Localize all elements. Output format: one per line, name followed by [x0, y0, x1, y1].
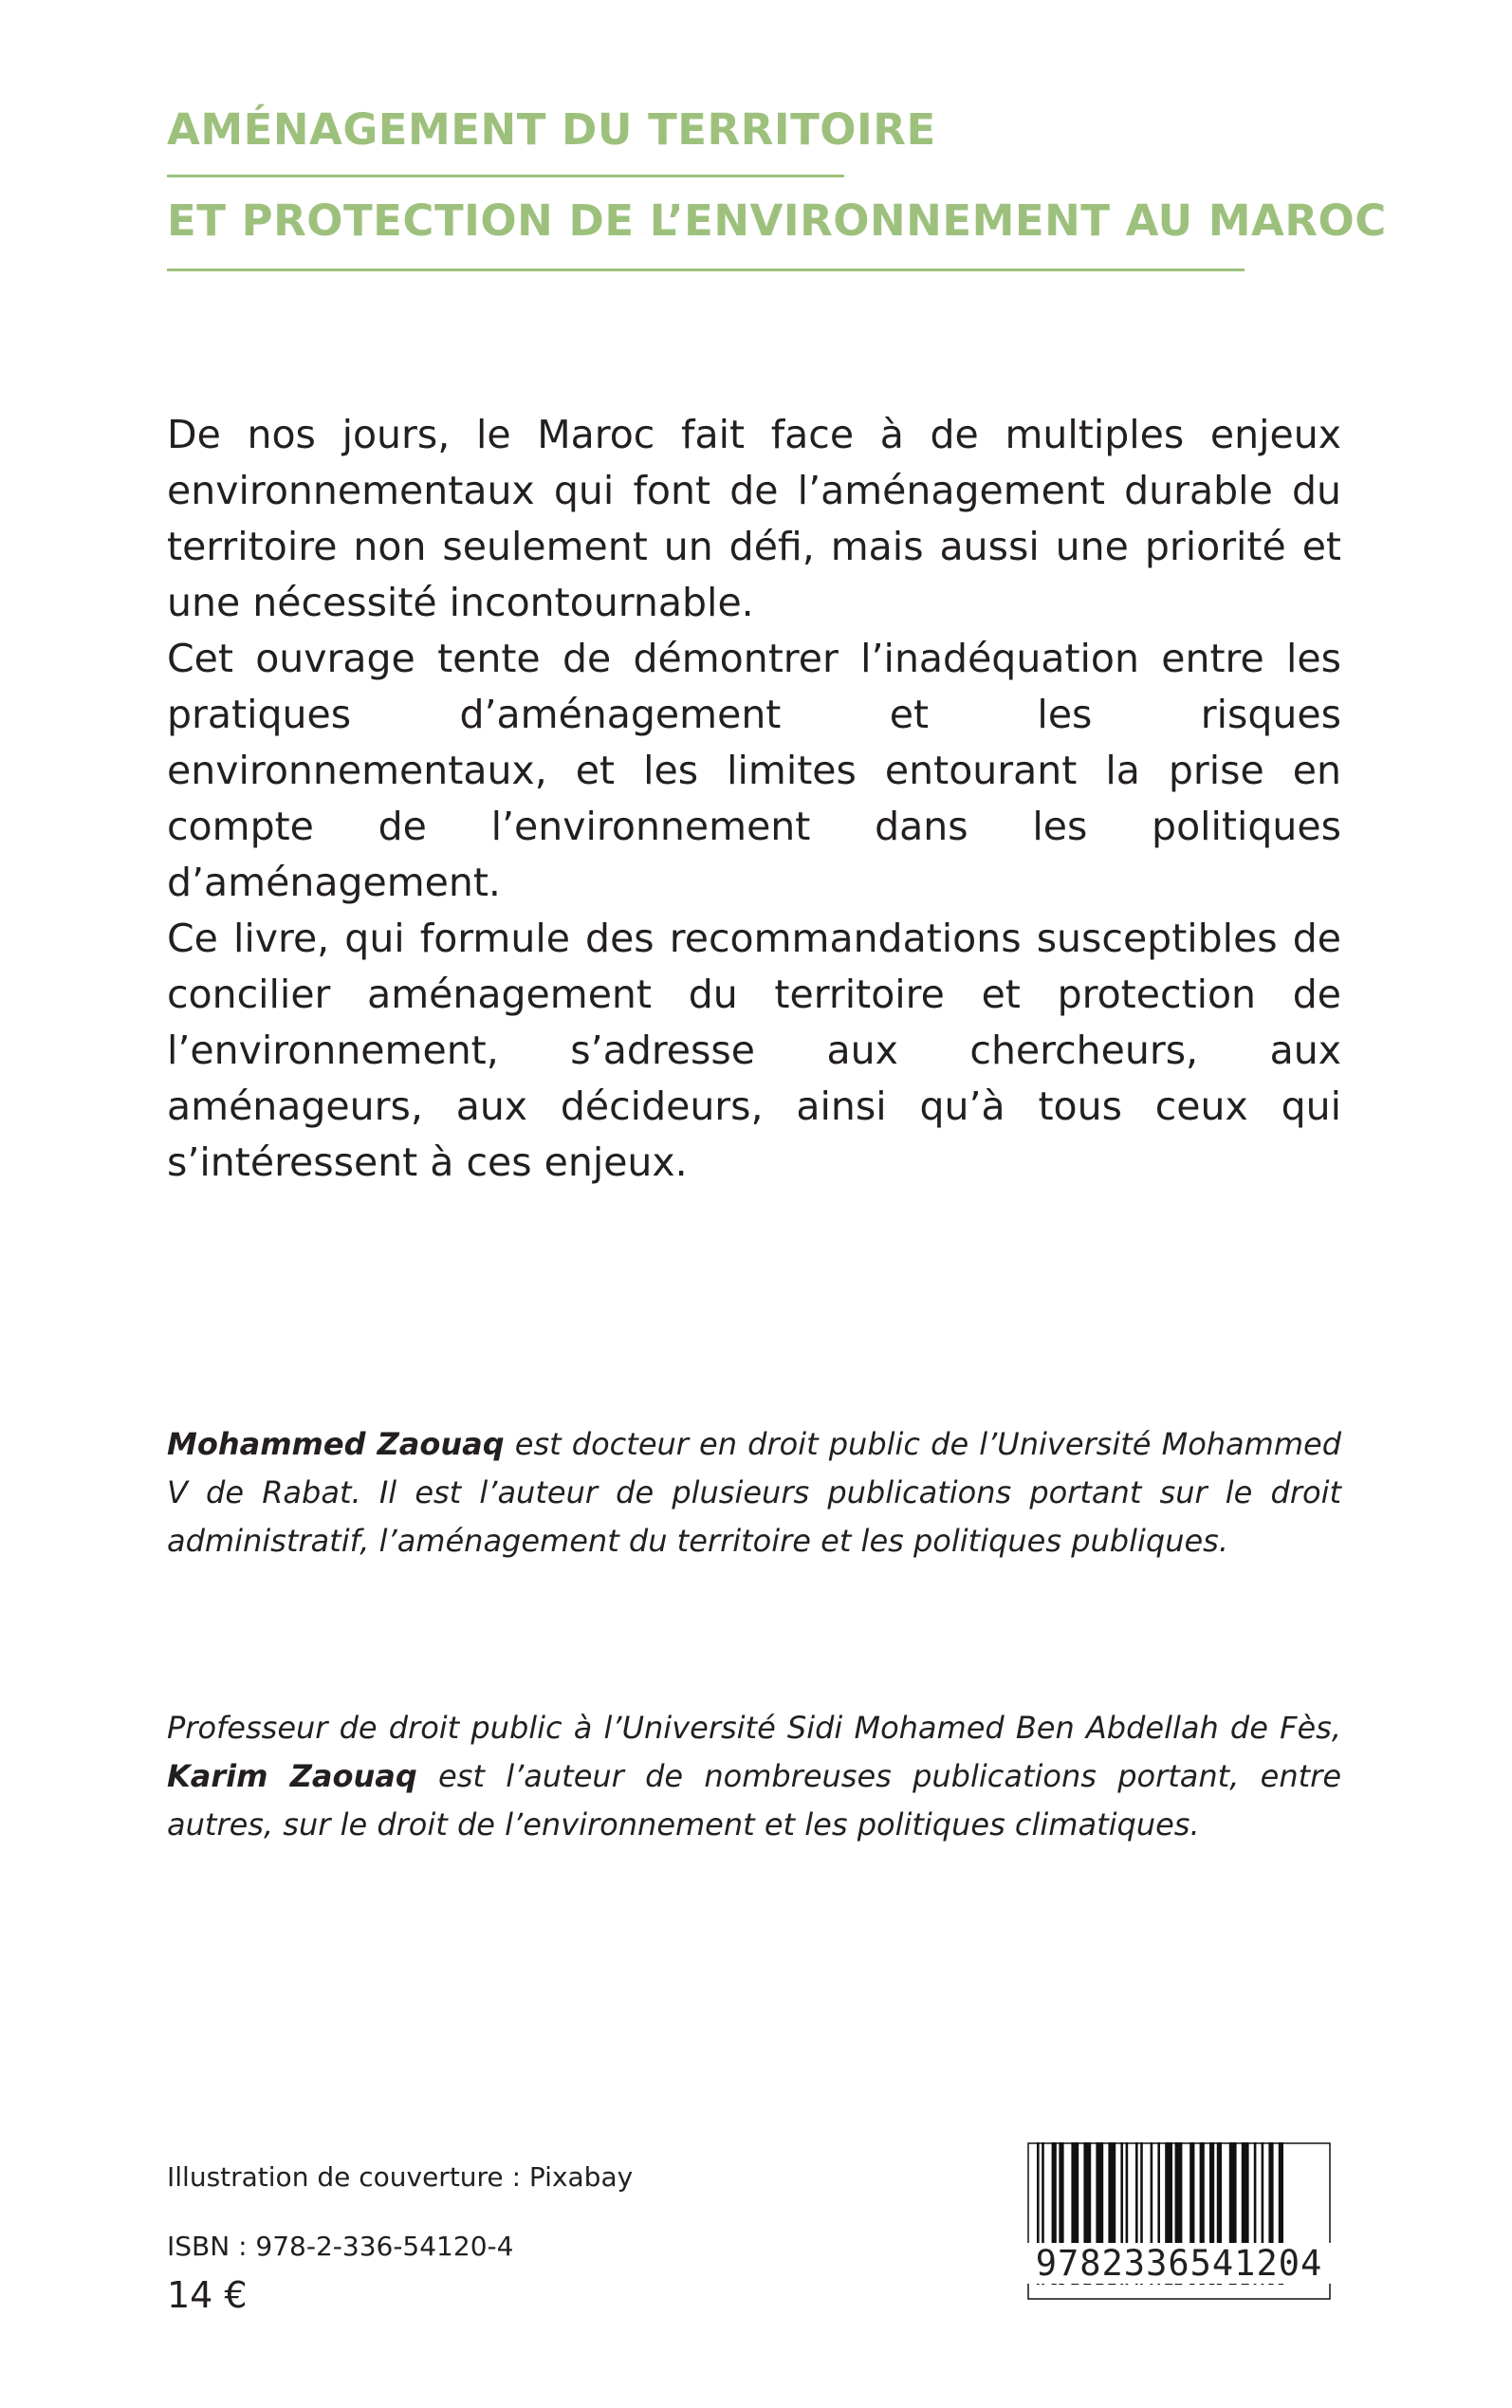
- illustration-credit: Illustration de couverture : Pixabay: [167, 2161, 634, 2193]
- price: 14 €: [167, 2274, 248, 2316]
- author1-bio: [167, 1420, 1341, 1565]
- author2-bio-before: Professeur de droit public à l’Université Sidi Mohamed Ben Abdellah de Fès,: [167, 1710, 1341, 1746]
- summary-paragraph-1: De nos jours, le Maroc fait face à de multiples enjeux environnementaux qui font de l’aménagement durable du territoire non seulement un défi, mais aussi une priorité et une nécessité incontournable.: [167, 412, 1341, 625]
- author2-bio-after: est l’auteur de nombreuses publications portant, entre autres, sur le droit de l’environnement et les politiques climatiques.: [167, 1758, 1342, 1843]
- summary-text: [167, 407, 1341, 1191]
- title-line-1: AMÉNAGEMENT DU TERRITOIRE: [167, 104, 936, 155]
- summary-paragraph-2: Cet ouvrage tente de démontrer l’inadéquation entre les pratiques d’aménagement et les risques environnementaux, et les limites entourant la prise en compte de l’environnement dans les politiques d’aménagement.: [167, 636, 1341, 905]
- author2-bio: [167, 1704, 1341, 1849]
- author2-name: Karim Zaouaq: [167, 1758, 417, 1794]
- isbn: ISBN : 978-2-336-54120-4: [167, 2231, 514, 2262]
- summary-paragraph-3: Ce livre, qui formule des recommandations susceptibles de concilier aménagement du territoire et protection de l’environnement, s’adresse aux chercheurs, aux aménageurs, aux décideurs, ainsi qu’à tous ceux qui s’intéressent à ces enjeux.: [167, 916, 1341, 1185]
- barcode-digits: 9782336541204: [1027, 2243, 1331, 2284]
- author1-name: Mohammed Zaouaq: [167, 1426, 505, 1462]
- title-rule-1: [167, 175, 844, 177]
- title-rule-2: [167, 269, 1245, 271]
- author1-bio-text: est docteur en droit public de l’Université Mohammed V de Rabat. Il est l’auteur de plusieurs publications portant sur le droit administratif, l’aménagement du territoire et les politiques publiques.: [167, 1426, 1342, 1559]
- title-line-2: ET PROTECTION DE L’ENVIRONNEMENT AU MAROC: [167, 195, 1387, 246]
